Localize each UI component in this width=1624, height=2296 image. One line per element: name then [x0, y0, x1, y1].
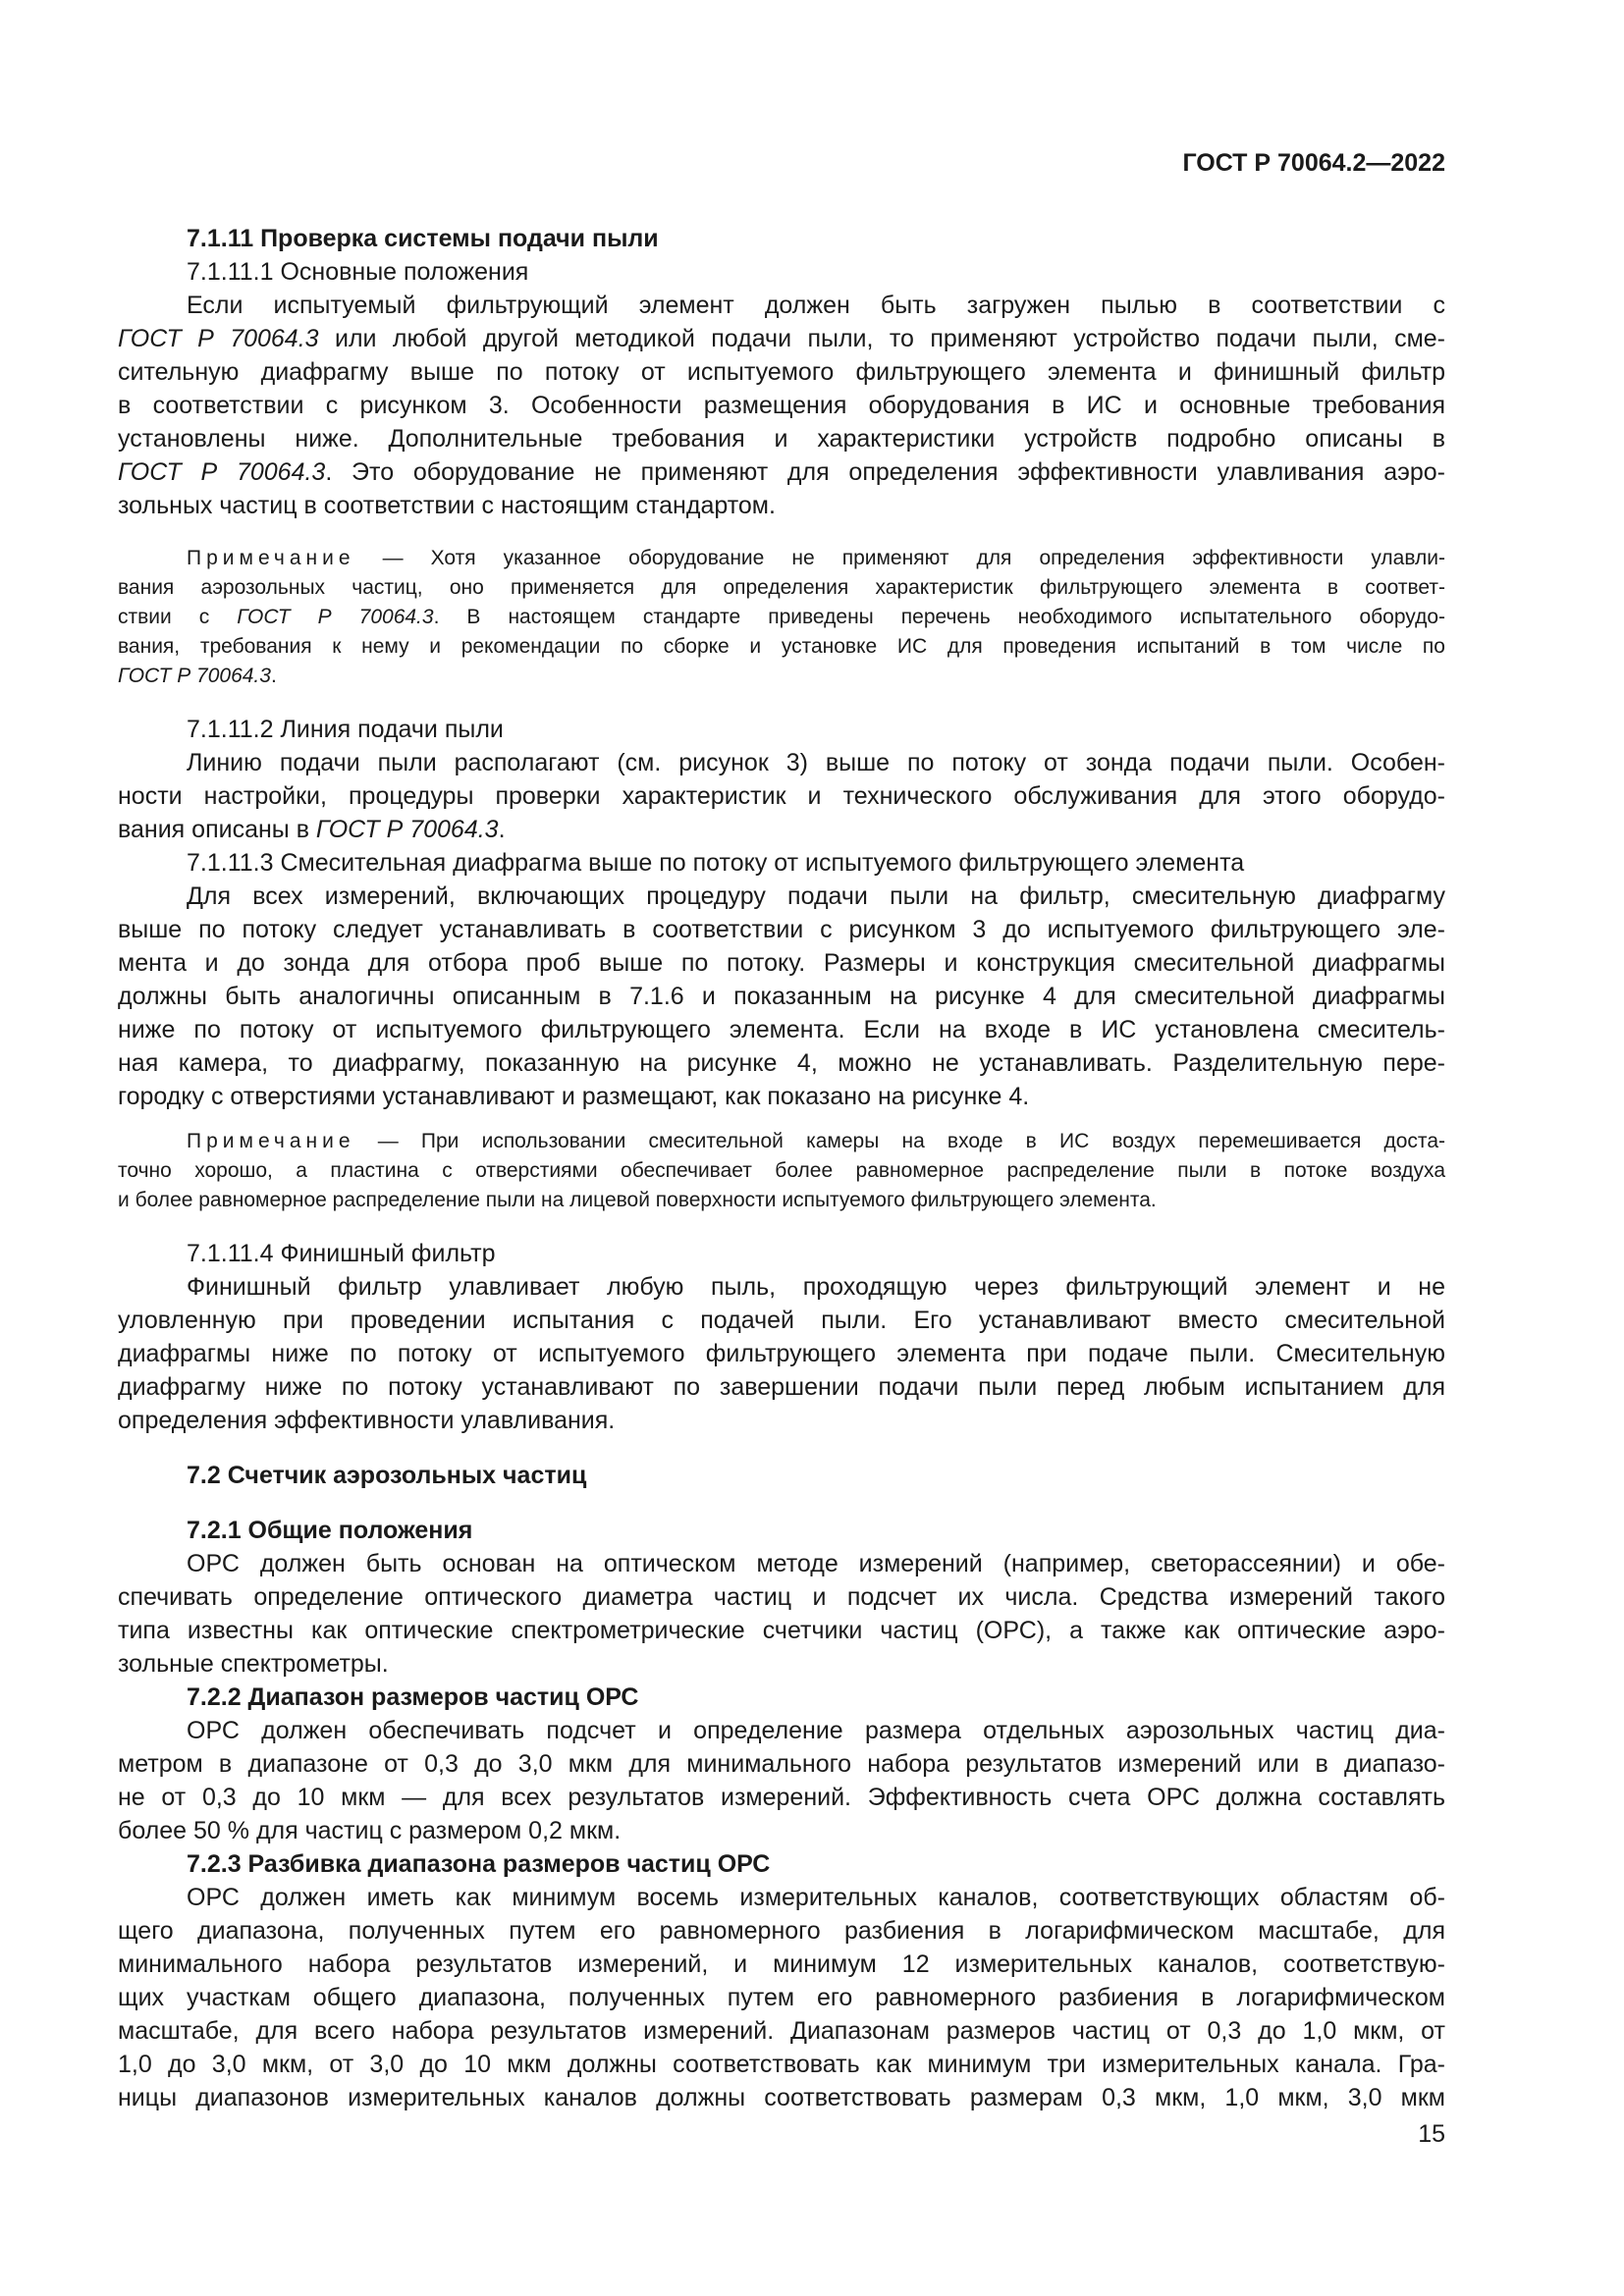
paragraph: ОРС должен обеспечивать подсчет и определение размера отдельных аэрозольных частиц диа- метром в диапазоне от 0,3 до 3,0 мкм для минимального набора результатов измерений или в диапазо- не от 0,3 до 10 мкм — для всех результатов измерений. Эффективность счета ОРС должна составлять более 50 % для частиц с размером 0,2 мкм. [118, 1717, 1445, 1844]
paragraph: ОРС должен иметь как минимум восемь измерительных каналов, соответствующих областям об- щего диапазона, полученных путем его равномерного разбиения в логарифмическом масштабе, для минимального набора результатов измерений, и минимум 12 измерительных каналов, соответствую- щих участкам общего диапазона, полученных путем его равномерного разбиения в логарифмическом масштабе, для всего набора результатов измерений. Диапазонам размеров частиц от 0,3 до 1,0 мкм, от 1,0 до 3,0 мкм, от 3,0 до 10 мкм должны соответствовать как минимум три измерительных канала. Гра- ницы диапазонов измерительных каналов должны соответствовать размерам 0,3 мкм, 1,0 мкм, 3,0 мкм [118, 1884, 1445, 2111]
paragraph: Для всех измерений, включающих процедуру подачи пыли на фильтр, смесительную диафрагму выше по потоку следует устанавливать в соответствии с рисунком 3 до испытуемого фильтрующего эле- мента и до зонда для отбора проб выше по потоку. Размеры и конструкция смесительной диафрагмы должны быть аналогичны описанным в 7.1.6 и показанным на рисунке 4 для смесительной диафрагмы ниже по потоку от испытуемого фильтрующего элемента. Если на входе в ИС установлена смеситель- ная камера, то диафрагму, показанную на рисунке 4, можно не устанавливать. Разделительную пере- городку с отверстиями устанавливают и размещают, как показано на рисунке 4. [118, 882, 1445, 1110]
paragraph: ОРС должен быть основан на оптическом методе измерений (например, светорассеянии) и обе- спечивать определение оптического диаметра частиц и подсчет их числа. Средства измерений такого типа известны как оптические спектрометрические счетчики частиц (ОРС), а также как оптические аэро- зольные спектрометры. [118, 1550, 1445, 1678]
page-number: 15 [1418, 2120, 1445, 2148]
section-heading-7-1-11: 7.1.11 Проверка системы подачи пыли [187, 225, 659, 252]
page-content [118, 222, 1445, 2114]
subsection-heading-7-1-11-4: 7.1.11.4 Финишный фильтр [187, 1240, 496, 1267]
note-label: Примечание [187, 1130, 355, 1152]
note: Примечание — Хотя указанное оборудование не применяют для определения эффективности улавли- вания аэрозольных частиц, оно применяется для определения характеристик фильтрующего элемента в соответ- ствии с ГОСТ Р 70064.3. В настоящем стандарте приведены перечень необходимого испытательного оборудо- вания, требования к нему и рекомендации по сборке и установке ИС для проведения испытаний в том числе по ГОСТ Р 70064.3. [118, 547, 1445, 687]
paragraph: Линию подачи пыли располагают (см. рисунок 3) выше по потоку от зонда подачи пыли. Особен- ности настройки, процедуры проверки характеристик и технического обслуживания для этого оборудо- вания описаны в ГОСТ Р 70064.3. [118, 749, 1445, 843]
document-code: ГОСТ Р 70064.2—2022 [1182, 149, 1445, 177]
paragraph: Если испытуемый фильтрующий элемент должен быть загружен пылью в соответствии с ГОСТ Р 70064.3 или любой другой методикой подачи пыли, то применяют устройство подачи пыли, сме- сительную диафрагму выше по потоку от испытуемого фильтрующего элемента и финишный фильтр в соответствии с рисунком 3. Особенности размещения оборудования в ИС и основные требования установлены ниже. Дополнительные требования и характеристики устройств подробно описаны в ГОСТ Р 70064.3. Это оборудование не применяют для определения эффективности улавливания аэро- зольных частиц в соответствии с настоящим стандартом. [118, 292, 1445, 519]
section-heading-7-2: 7.2 Счетчик аэрозольных частиц [187, 1462, 587, 1489]
section-heading-7-2-1: 7.2.1 Общие положения [187, 1517, 473, 1544]
subsection-heading-7-1-11-3: 7.1.11.3 Смесительная диафрагма выше по потоку от испытуемого фильтрующего элемента [187, 849, 1245, 877]
note-label: Примечание [187, 547, 355, 569]
subsection-heading-7-1-11-2: 7.1.11.2 Линия подачи пыли [187, 716, 504, 743]
subsection-heading-7-1-11-1: 7.1.11.1 Основные положения [187, 258, 529, 286]
note: Примечание — При использовании смесительной камеры на входе в ИС воздух перемешивается доста- точно хорошо, а пластина с отверстиями обеспечивает более равномерное распределение пыли в потоке воздуха и более равномерное распределение пыли на лицевой поверхности испытуемого фильтрующего элемента. [118, 1130, 1445, 1211]
paragraph: Финишный фильтр улавливает любую пыль, проходящую через фильтрующий элемент и не уловленную при проведении испытания с подачей пыли. Его устанавливают вместо смесительной диафрагмы ниже по потоку от испытуемого фильтрующего элемента при подаче пыли. Смесительную диафрагму ниже по потоку устанавливают по завершении подачи пыли перед любым испытанием для определения эффективности улавливания. [118, 1273, 1445, 1434]
section-heading-7-2-2: 7.2.2 Диапазон размеров частиц ОРС [187, 1683, 639, 1711]
section-heading-7-2-3: 7.2.3 Разбивка диапазона размеров частиц ОРС [187, 1850, 771, 1878]
